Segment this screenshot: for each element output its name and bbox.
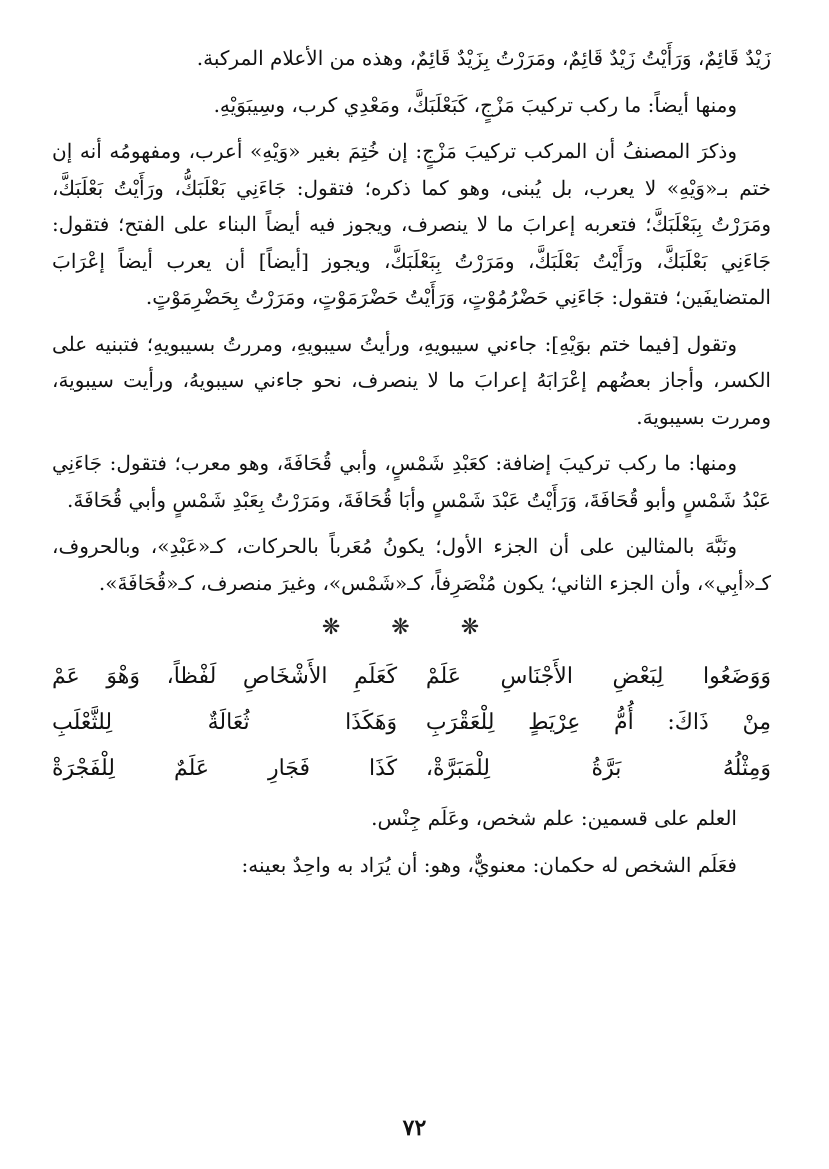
page-number: ٧٢ bbox=[402, 1115, 427, 1141]
paragraph-5: ومنها: ما ركب تركيبَ إضافة: كعَبْدِ شَمْسٍ، وأبي قُحَافَةَ، وهو معرب؛ فتقول: جَاءَنِي عَبْدُ شَمْسٍ وأبو قُحَافَةَ، وَرَأَيْتُ عَبْدَ شَمْسٍ وأبَا قُحَافَةَ، ومَرَرْتُ بِعَبْدِ شَمْسٍ وأبي قُحَافَةَ. bbox=[52, 451, 771, 512]
paragraph-1: زَيْدٌ قَائِمٌ، وَرَأَيْتُ زَيْدٌ قَائِمٌ، ومَرَرْتُ بِزَيْدٌ قَائِمٌ، وهذه من الأعلام المركبة. bbox=[196, 46, 771, 70]
verse-line bbox=[52, 654, 771, 700]
verse-hemistich-right: وَوَضَعُوا لِبَعْضِ الأَجْنَاسِ عَلَمْ bbox=[425, 664, 771, 689]
verse-line bbox=[52, 700, 771, 746]
verse-hemistich-left: وَهَكَذَا ثُعَالَةٌ لِلثَّعْلَبِ bbox=[52, 710, 398, 735]
verse-line bbox=[52, 746, 771, 792]
paragraph-8: فعَلَم الشخص له حكمان: معنويٌّ، وهو: أن يُرَاد به واحِدٌ بعينه: bbox=[241, 852, 737, 877]
paragraph-2: ومنها أيضاً: ما ركب تركيبَ مَزْجٍ، كَبَعْلَبَكَّ، ومَعْدِي كرب، وسِيبَوَيْهِ. bbox=[213, 92, 737, 117]
verse-hemistich-right: وَمِثْلُهُ بَرَّةُ لِلْمَبَرَّةْ، bbox=[425, 756, 771, 781]
paragraph-3: وذكرَ المصنفُ أن المركب تركيبَ مَزْجٍ: إن خُتِمَ بغير «وَيْهِ» أعرب، ومفهومُه أنه إن ختم بـ«وَيْهِ» لا يعرب، بل يُبنى، وهو كما ذكره؛ فتقول: جَاءَنِي بَعْلَبَكُّ، ورَأَيْتُ بَعْلَبَكَّ، ومَرَرْتُ بِبَعْلَبَكَّ؛ فتعربه إعرابَ ما لا ينصرف، ويجوز فيه أيضاً البناء على الفتح؛ فتقول: جَاءَنِي بَعْلَبَكَّ، ورَأَيْتُ بَعْلَبَكَّ، ومَرَرْتُ بِبَعْلَبَكَّ، ويجوز [أيضاً] أن يعرب أيضاً إعْرَابَ المتضايفَين؛ فتقول: جَاءَنِي حَضْرُمُوْتٍ، وَرَأَيْتُ حَضْرَمَوْتٍ، ومَرَرْتُ بِحَضْرِمَوْتٍ. bbox=[52, 139, 771, 309]
verse-hemistich-right: مِنْ ذَاكَ: أُمُّ عِرْيَطٍ لِلْعَقْرَبِ bbox=[425, 710, 771, 735]
verse-hemistich-left: كَذَا فَجَارِ عَلَمٌ لِلْفَجْرَةْ bbox=[52, 756, 398, 781]
paragraph-6: ونَبَّهَ بالمثالين على أن الجزء الأول؛ يكونُ مُعَرباً بالحركات، كـ«عَبْدِ»، وبالحروف، كـ«أبِي»، وأن الجزء الثاني؛ يكون مُنْصَرِفاً، كـ«شَمْس»، وغيرَ منصرف، كـ«قُحَافَةَ». bbox=[52, 534, 771, 595]
paragraph-4: وتقول [فيما ختم بوَيْهِ]: جاءني سيبويهِ، ورأيتُ سيبويهِ، ومررتُ بسيبويهِ؛ فتبنيه على الكسر، وأجاز بعضُهم إعْرَابَهُ إعرابَ ما لا ينصرف، نحو جاءني سيبويهُ، ورأيت سيبويهَ، ومررت بسيبويهَ. bbox=[52, 331, 771, 429]
section-separator: ❋ ❋ ❋ bbox=[321, 615, 502, 640]
verse-hemistich-left: كَعَلَمِ الأَشْخَاصِ لَفْظاً، وَهْوَ عَمْ bbox=[52, 664, 398, 689]
paragraph-7: العلم على قسمين: علم شخص، وعَلَم جِنْس. bbox=[371, 806, 737, 830]
